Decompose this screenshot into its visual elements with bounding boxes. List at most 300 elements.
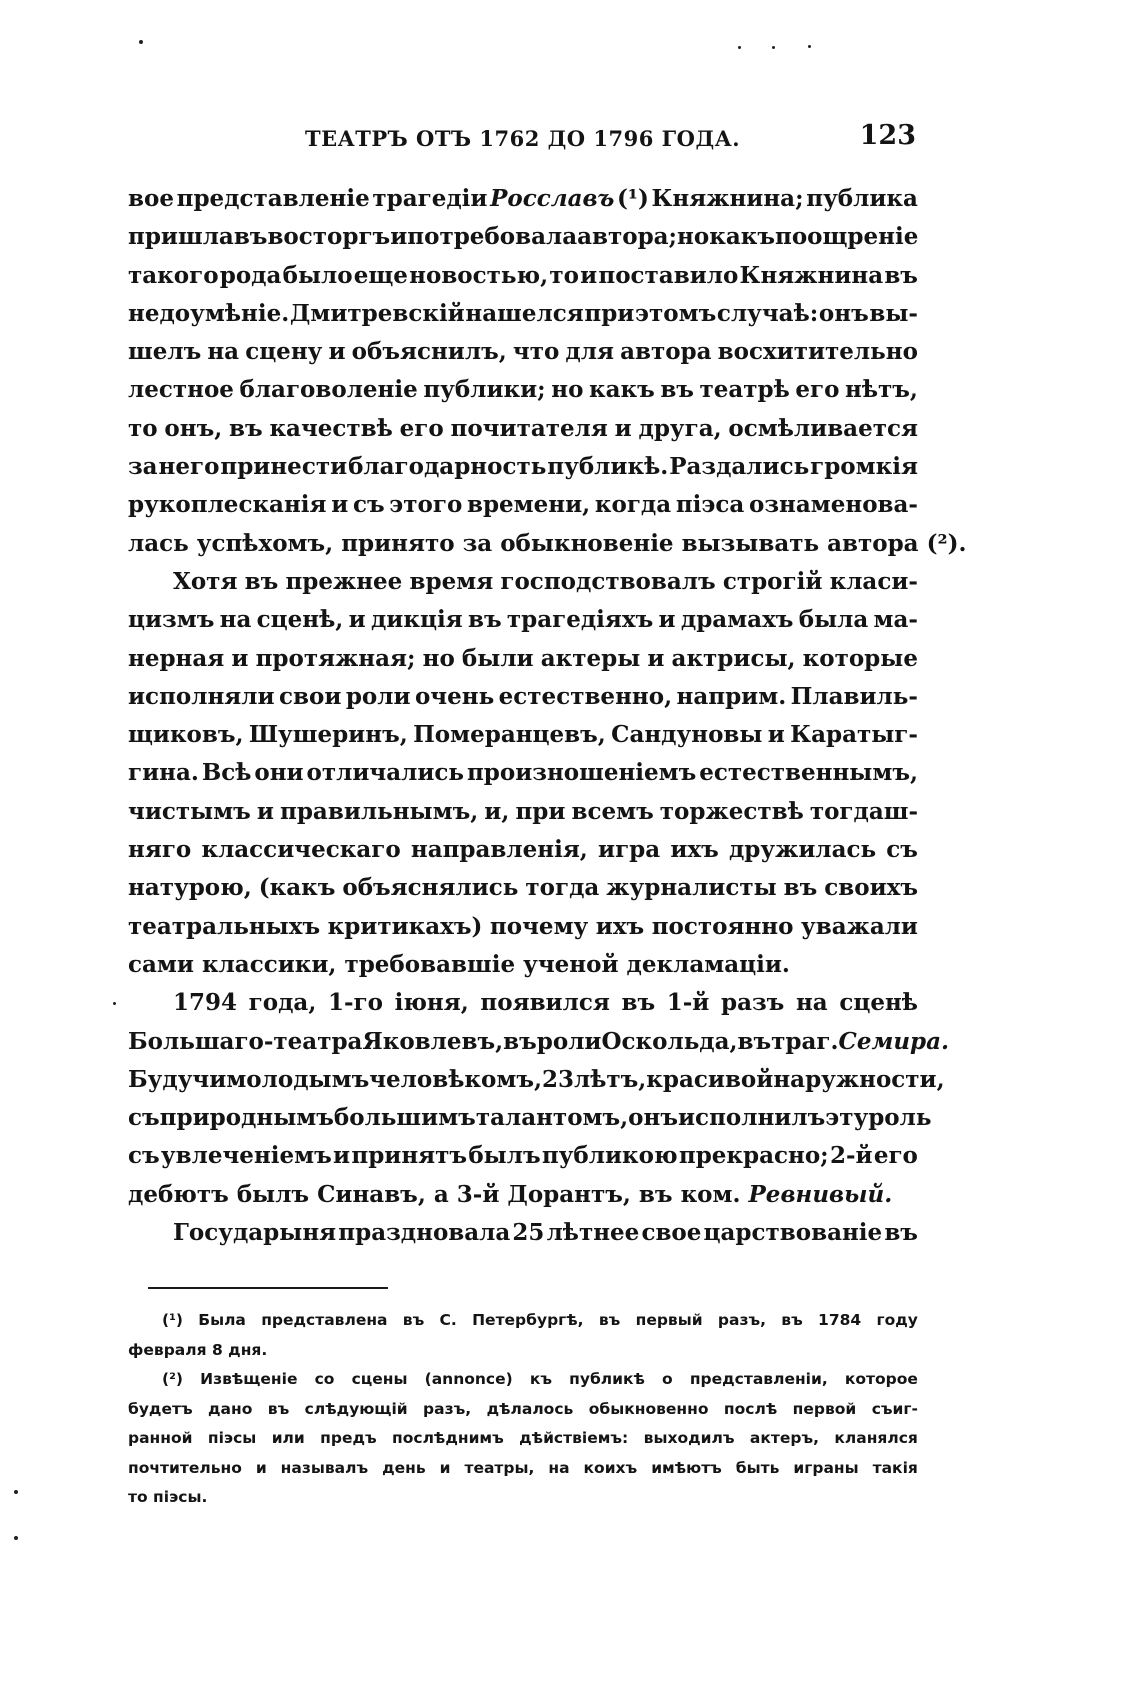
word: Семира. <box>838 1027 950 1055</box>
footnote-word: дня. <box>228 1340 268 1359</box>
word: успѣхомъ, <box>196 529 334 557</box>
text-line <box>128 1099 932 1137</box>
word: 23 <box>541 1065 574 1093</box>
word: года, <box>248 989 317 1017</box>
word: Каратыг- <box>790 721 918 749</box>
footnote-rule <box>148 1287 388 1289</box>
footnote-word: день <box>382 1458 426 1477</box>
word: благодарность <box>348 453 547 481</box>
word: друга, <box>638 414 722 442</box>
word: его <box>873 1142 918 1170</box>
word: торжествѣ <box>659 797 804 825</box>
text-line <box>128 410 918 448</box>
scan-speck <box>14 1536 18 1540</box>
word: въ <box>884 1219 918 1247</box>
word: большимъ <box>333 1104 476 1132</box>
footnote-word: къ <box>529 1370 552 1388</box>
footnote-word: кланялся <box>834 1429 918 1447</box>
word: ознаменова- <box>748 491 918 519</box>
word: и <box>333 1142 351 1170</box>
word: лѣтнее <box>546 1219 640 1247</box>
running-title: ТЕАТРЪ ОТЪ 1762 ДО 1796 ГОДА. <box>305 126 741 151</box>
word: роли <box>345 682 411 710</box>
footnote-word: послѣ <box>723 1399 778 1418</box>
word: публикѣ. <box>547 453 669 481</box>
word: Росславъ <box>490 185 615 212</box>
word: и <box>328 338 346 366</box>
word: и <box>647 644 665 672</box>
footnote-word: 1784 <box>818 1311 862 1329</box>
word: Княжнина; <box>651 185 804 212</box>
word: чистымъ <box>128 797 251 825</box>
word: Синавъ, <box>317 1180 426 1208</box>
word: уважали <box>800 912 918 940</box>
word: Будучи <box>128 1065 227 1093</box>
word: въ <box>621 989 656 1017</box>
text-line <box>128 371 918 409</box>
word: въ <box>233 223 268 251</box>
word: естественно, <box>498 682 673 710</box>
word: рукоплесканія <box>128 491 327 519</box>
word: потребовала <box>407 223 578 251</box>
word: Ревнивый. <box>748 1180 893 1208</box>
word: прежнее <box>285 567 403 595</box>
word: 2-й <box>829 1142 873 1170</box>
text-line <box>128 1023 950 1061</box>
word: въ <box>503 1027 537 1055</box>
word: трагедіяхъ <box>506 606 654 634</box>
footnote-word: въ <box>598 1311 621 1329</box>
word: класи- <box>829 567 918 595</box>
text-line <box>128 754 918 792</box>
word: былъ <box>236 1180 310 1208</box>
word: ма- <box>873 606 918 634</box>
word: восхитительно <box>717 338 918 366</box>
footnote-word: и <box>439 1458 451 1477</box>
word: при <box>584 299 635 327</box>
word: для <box>565 338 614 366</box>
word: а <box>433 1180 449 1208</box>
word: качествѣ <box>269 414 393 442</box>
word: траг. <box>771 1027 839 1055</box>
footnote-word: предъ <box>320 1429 377 1447</box>
footnote-word: на <box>548 1458 570 1477</box>
word: осмѣливается <box>728 414 918 442</box>
word: благоволеніе <box>239 376 418 404</box>
word: молодымъ <box>226 1065 370 1093</box>
word: онъ <box>818 299 869 327</box>
word: нерная <box>128 644 225 672</box>
text-line <box>128 1137 918 1175</box>
word: которые <box>802 644 918 672</box>
word: и, <box>484 797 510 825</box>
word: эту <box>825 1104 869 1132</box>
word: публики; <box>423 376 546 404</box>
word: тогдаш- <box>809 797 918 825</box>
footnote-word: дѣлалось <box>486 1399 574 1418</box>
word: отличались <box>306 759 465 787</box>
word: поставило <box>598 261 739 289</box>
word: театрѣ <box>699 376 790 404</box>
word: 3-й <box>456 1180 500 1208</box>
word: цизмъ <box>128 606 215 634</box>
word: при <box>515 797 566 825</box>
word: протяжная; <box>255 644 416 672</box>
word: наприм. <box>676 682 787 710</box>
text-line <box>128 1061 945 1099</box>
word: сами <box>128 950 194 978</box>
word: автора <box>620 338 712 366</box>
word: 25 <box>512 1219 545 1247</box>
word: Государыня <box>173 1219 337 1247</box>
word: Большаго-театра <box>128 1027 363 1055</box>
word: пришла <box>128 223 234 251</box>
word: постоянно <box>651 912 794 940</box>
word: игра <box>598 836 661 864</box>
footnote-word: (²) <box>162 1370 183 1388</box>
word: они <box>254 759 304 787</box>
word: естественнымъ, <box>699 759 918 787</box>
word: лестное <box>128 376 234 404</box>
word: публика <box>806 185 918 212</box>
word: когда <box>594 491 672 519</box>
footnote-word: году <box>876 1311 918 1329</box>
word: требовавшіе <box>344 950 516 978</box>
footnote-line <box>128 1306 918 1336</box>
word: и <box>348 606 366 634</box>
text-line <box>128 295 918 333</box>
word: праздновала <box>338 1219 511 1247</box>
word: (какъ <box>258 874 336 902</box>
word: съ <box>886 836 918 864</box>
word: недоумѣніе. <box>128 299 290 327</box>
page-number: 123 <box>859 120 916 151</box>
word: 1794 <box>173 989 238 1017</box>
word: вое <box>128 185 174 212</box>
running-head <box>130 118 920 158</box>
word: вы- <box>869 299 918 327</box>
footnote-line <box>128 1395 918 1425</box>
word: но <box>677 223 710 251</box>
word: этомъ <box>635 299 717 327</box>
word: тогда <box>525 874 600 902</box>
word: человѣкомъ, <box>369 1065 542 1093</box>
scan-speck <box>772 46 775 49</box>
word: исполняли <box>128 682 275 710</box>
footnote-word: ранной <box>128 1429 193 1447</box>
word: Хотя <box>173 567 238 595</box>
footnote-word: піэсы <box>207 1429 257 1447</box>
word: былъ <box>468 1142 541 1170</box>
text-line <box>128 601 918 639</box>
footnote-word: С. <box>439 1311 457 1329</box>
word: наружности, <box>773 1065 945 1093</box>
footnote-word: въ <box>781 1311 803 1329</box>
word: дружилась <box>728 836 877 864</box>
word: іюня, <box>394 989 469 1017</box>
footnote-word: то <box>128 1488 148 1506</box>
scan-speck <box>113 1002 116 1005</box>
word: него <box>158 453 220 481</box>
word: на <box>795 989 828 1017</box>
footnote-word: имѣютъ <box>651 1458 722 1477</box>
footnote-word: будетъ <box>128 1399 193 1418</box>
scan-speck <box>139 40 143 44</box>
paragraph <box>128 1214 918 1252</box>
footnote-line <box>128 1365 918 1395</box>
word: Дорантъ, <box>507 1180 631 1208</box>
footnote-line <box>128 1454 918 1484</box>
word: классики, <box>201 950 337 978</box>
word: разъ <box>720 989 785 1017</box>
text-line <box>128 716 918 754</box>
word: роль <box>868 1104 932 1132</box>
word: природнымъ <box>159 1104 334 1132</box>
footnote-word: о <box>662 1370 673 1388</box>
text-line <box>128 333 918 371</box>
word: (²). <box>926 529 967 557</box>
word: онъ <box>628 1104 678 1132</box>
word: съ <box>352 491 385 519</box>
word: онъ, <box>164 414 223 442</box>
text-line <box>128 257 918 295</box>
footnote-word: Была <box>198 1311 246 1329</box>
footnote-word: первый <box>635 1311 703 1329</box>
word: еще <box>353 261 408 289</box>
text-line <box>128 525 967 563</box>
footnote-word: дѣйствіемъ: <box>519 1429 629 1447</box>
word: направленія, <box>410 836 588 864</box>
word: свои <box>279 682 342 710</box>
word: исполнилъ <box>678 1104 826 1132</box>
footnote-word: коихъ <box>583 1458 638 1477</box>
text-line <box>128 984 918 1022</box>
word: въ <box>884 261 918 289</box>
footnote-word: въ <box>267 1399 290 1418</box>
text-line <box>128 678 918 716</box>
word: принятъ <box>351 1142 468 1170</box>
word: но <box>551 376 584 404</box>
text-line <box>128 1176 918 1214</box>
footnote-word: послѣднимъ <box>392 1429 504 1447</box>
word: принято <box>341 529 455 557</box>
word: какъ <box>588 376 655 404</box>
footnote-word: представленіи, <box>689 1370 828 1388</box>
word: этого <box>389 491 463 519</box>
word: Оскольда, <box>601 1027 738 1055</box>
word: почитателя <box>450 414 608 442</box>
scan-speck <box>738 46 741 49</box>
word: время <box>409 567 494 595</box>
footnote-word: піэсы. <box>153 1488 208 1506</box>
word: очень <box>414 682 495 710</box>
footnote-line <box>128 1483 918 1513</box>
footnote-word: которое <box>844 1370 918 1388</box>
word: на <box>219 606 252 634</box>
footnote-word: такія <box>872 1458 918 1477</box>
word: прекрасно; <box>678 1142 829 1170</box>
word: гина. <box>128 759 199 787</box>
word: Всѣ <box>201 759 252 787</box>
word: правильнымъ, <box>280 797 479 825</box>
body-text <box>128 180 967 1252</box>
word: классическаго <box>201 836 401 864</box>
word: актеры <box>540 644 641 672</box>
word: Раздались <box>669 453 810 481</box>
word: за <box>462 529 493 557</box>
word: появился <box>480 989 610 1017</box>
word: то <box>128 414 158 442</box>
word: принести <box>220 453 348 481</box>
paragraph <box>128 563 918 984</box>
word: лась <box>128 529 189 557</box>
footnote-word: называлъ <box>280 1458 369 1477</box>
word: своихъ <box>824 874 918 902</box>
word: съ <box>128 1104 160 1132</box>
footnote-line <box>128 1424 918 1454</box>
word: роли <box>536 1027 602 1055</box>
footnote-word: 8 <box>211 1340 223 1359</box>
word: Княжнина <box>739 261 884 289</box>
word: господствовалъ <box>500 567 716 595</box>
word: 1-го <box>327 989 383 1017</box>
text-line <box>128 218 918 256</box>
word: драмахъ <box>680 606 794 634</box>
footnote-word: февраля <box>128 1340 207 1359</box>
text-line <box>128 831 918 869</box>
word: Яковлевъ, <box>362 1027 504 1055</box>
text-line <box>128 946 918 984</box>
footnote-word: дано <box>208 1399 253 1418</box>
footnotes <box>128 1306 918 1513</box>
text-line <box>128 640 918 678</box>
footnote-word: выходилъ <box>643 1429 735 1447</box>
word: нѣтъ, <box>845 376 918 404</box>
word: и <box>331 491 349 519</box>
word: въ <box>638 1180 673 1208</box>
footnote-word: или <box>271 1429 305 1447</box>
text-line <box>128 1214 918 1252</box>
footnote-word: публикѣ <box>569 1370 645 1388</box>
word: представленіе <box>176 185 370 212</box>
word: рода <box>219 261 282 289</box>
word: и <box>658 606 676 634</box>
footnote-word: актеръ, <box>749 1429 819 1447</box>
footnote-word: (¹) <box>162 1311 183 1329</box>
word: его <box>399 414 444 442</box>
footnote-word: быть <box>735 1458 780 1477</box>
word: журналисты <box>606 874 777 902</box>
word: въ <box>737 1027 772 1055</box>
word: вызывать <box>681 529 820 557</box>
text-line <box>128 793 918 831</box>
word: въ <box>783 874 818 902</box>
footnote-word: почтительно <box>128 1458 242 1477</box>
word: всемъ <box>571 797 654 825</box>
word: его <box>795 376 840 404</box>
word: была <box>798 606 869 634</box>
word: восторгъ <box>267 223 391 251</box>
footnote-word: Петербургѣ, <box>472 1311 584 1329</box>
text-line <box>128 908 918 946</box>
word: ком. <box>680 1180 741 1208</box>
paragraph <box>128 984 950 1214</box>
word: увлеченіемъ <box>160 1142 332 1170</box>
word: дикція <box>370 606 463 634</box>
word: Померанцевъ, <box>413 721 606 749</box>
paragraph <box>128 180 967 563</box>
word: и <box>580 261 598 289</box>
word: произношеніемъ <box>466 759 697 787</box>
word: ихъ <box>595 912 645 940</box>
text-line <box>128 869 918 907</box>
word: актрисы, <box>671 644 796 672</box>
scan-speck <box>808 45 811 48</box>
word: въ <box>229 414 263 442</box>
word: случаѣ: <box>716 299 819 327</box>
word: театральныхъ <box>128 912 321 940</box>
word: строгій <box>722 567 823 595</box>
word: 1-й <box>666 989 710 1017</box>
word: новостью, <box>409 261 549 289</box>
word: съ <box>128 1142 160 1170</box>
word: объяснилъ, <box>351 338 507 366</box>
word: было <box>282 261 353 289</box>
footnote-word: представлена <box>261 1311 388 1329</box>
word: Сандуновы <box>611 721 763 749</box>
word: шелъ <box>128 338 202 366</box>
word: въ <box>660 376 694 404</box>
word: царствованіе <box>703 1219 883 1247</box>
footnote <box>128 1306 918 1365</box>
footnote-word: разъ, <box>717 1311 767 1329</box>
footnote-word: съиг- <box>871 1399 918 1418</box>
word: лѣтъ, <box>574 1065 647 1093</box>
word: то <box>549 261 579 289</box>
word: поощреніе <box>775 223 919 251</box>
word: трагедіи <box>372 185 488 212</box>
text-line <box>128 180 918 218</box>
word: сценѣ, <box>256 606 344 634</box>
word: ихъ <box>670 836 719 864</box>
word: автора; <box>577 223 678 251</box>
word: декламаціи. <box>626 950 790 978</box>
word: и <box>256 797 274 825</box>
word: сцену <box>245 338 323 366</box>
footnote-word: первой <box>792 1399 857 1418</box>
word: свое <box>641 1219 702 1247</box>
word: критикахъ) <box>327 912 483 940</box>
word: какъ <box>709 223 775 251</box>
footnote-word: разъ, <box>423 1399 472 1418</box>
text-line <box>128 563 918 601</box>
word: дебютъ <box>128 1180 229 1208</box>
word: что <box>512 338 560 366</box>
word: щиковъ, <box>128 721 244 749</box>
word: и <box>390 223 408 251</box>
word: натурою, <box>128 874 252 902</box>
word: громкія <box>810 453 918 481</box>
word: Плавиль- <box>790 682 918 710</box>
word: Дмитревскій <box>289 299 465 327</box>
word: и <box>231 644 249 672</box>
word: красивой <box>646 1065 774 1093</box>
word: такого <box>128 261 219 289</box>
text-line <box>128 486 918 524</box>
word: но <box>422 644 455 672</box>
word: почему <box>489 912 589 940</box>
footnote-word: Извѣщеніе <box>200 1370 298 1388</box>
